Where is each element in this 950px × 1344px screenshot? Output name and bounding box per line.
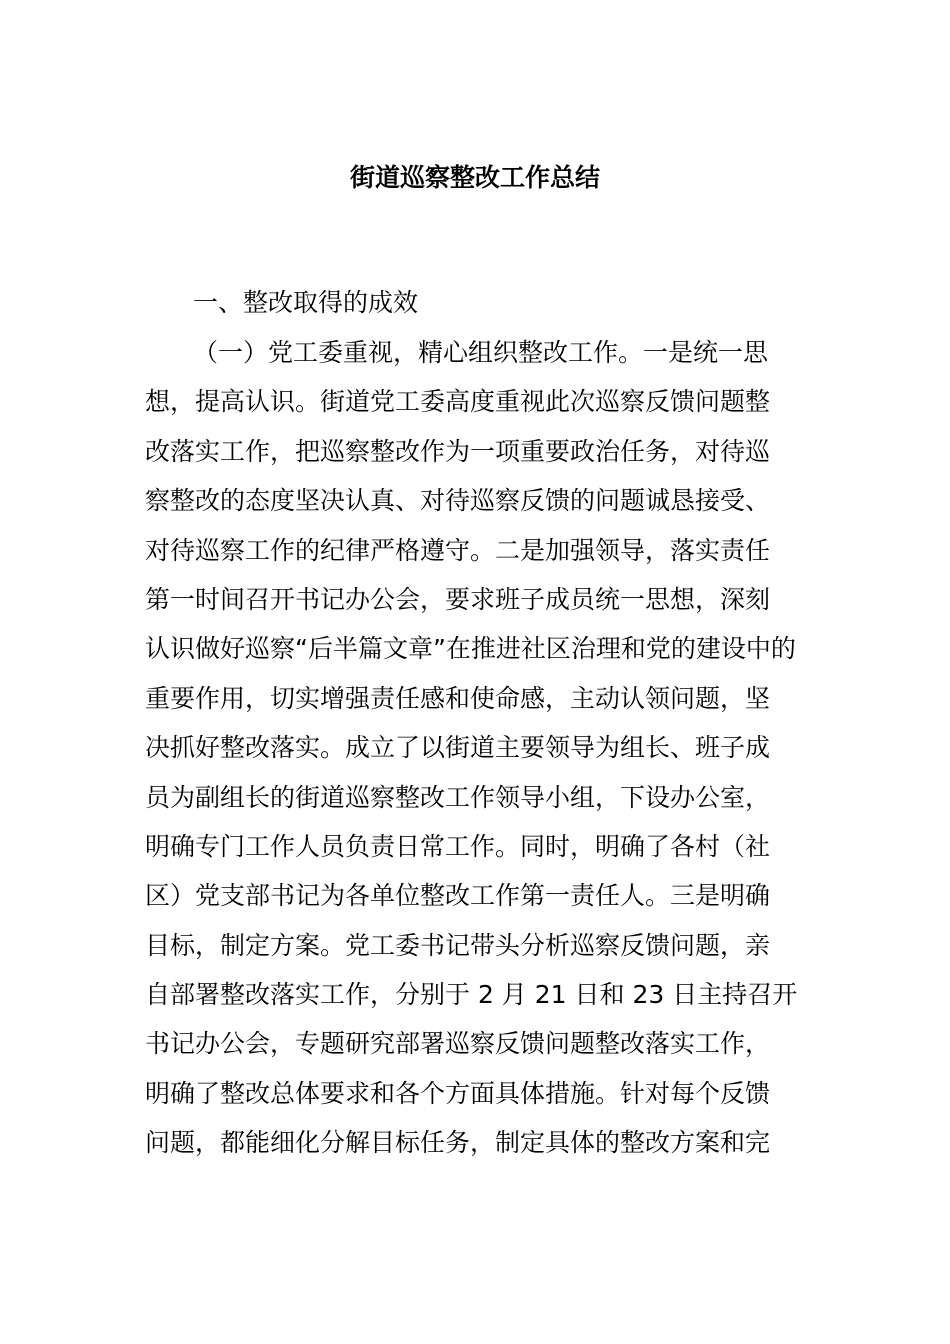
paragraph-line: 想，提高认识。街道党工委高度重视此次巡察反馈问题整 bbox=[145, 387, 771, 417]
paragraph-line: 第一时间召开书记办公会，要求班子成员统一思想，深刻 bbox=[145, 584, 771, 614]
paragraph-line: 自部署整改落实工作，分别于 2 月 21 日和 23 日主持召开 bbox=[145, 980, 798, 1010]
paragraph-line: 员为副组长的街道巡察整改工作领导小组，下设办公室， bbox=[145, 782, 771, 812]
paragraph-line: 明确了整改总体要求和各个方面具体措施。针对每个反馈 bbox=[145, 1078, 771, 1108]
paragraph-line: 决抓好整改落实。成立了以街道主要领导为组长、班子成 bbox=[145, 733, 771, 763]
paragraph-body bbox=[145, 333, 825, 1173]
paragraph-line: 改落实工作，把巡察整改作为一项重要政治任务，对待巡 bbox=[145, 436, 771, 466]
paragraph-line: 对待巡察工作的纪律严格遵守。二是加强领导，落实责任 bbox=[145, 535, 771, 565]
paragraph-line: 书记办公会，专题研究部署巡察反馈问题整改落实工作， bbox=[145, 1029, 771, 1059]
paragraph-line: （一）党工委重视，精心组织整改工作。一是统一思 bbox=[193, 338, 769, 367]
paragraph-line: 目标，制定方案。党工委书记带头分析巡察反馈问题，亲 bbox=[145, 930, 771, 960]
paragraph-line: 区）党支部书记为各单位整改工作第一责任人。三是明确 bbox=[145, 881, 771, 911]
section-heading: 一、整改取得的成效 bbox=[193, 288, 419, 317]
paragraph-line: 察整改的态度坚决认真、对待巡察反馈的问题诚恳接受、 bbox=[145, 486, 771, 516]
paragraph-line: 明确专门工作人员负责日常工作。同时，明确了各村（社 bbox=[145, 831, 771, 861]
paragraph-line: 问题，都能细化分解目标任务，制定具体的整改方案和完 bbox=[145, 1128, 771, 1158]
document-title: 街道巡察整改工作总结 bbox=[349, 163, 600, 192]
paragraph-line: 重要作用，切实增强责任感和使命感，主动认领问题，坚 bbox=[145, 683, 771, 713]
paragraph-line: 认识做好巡察“后半篇文章”在推进社区治理和党的建设中的 bbox=[145, 634, 796, 664]
